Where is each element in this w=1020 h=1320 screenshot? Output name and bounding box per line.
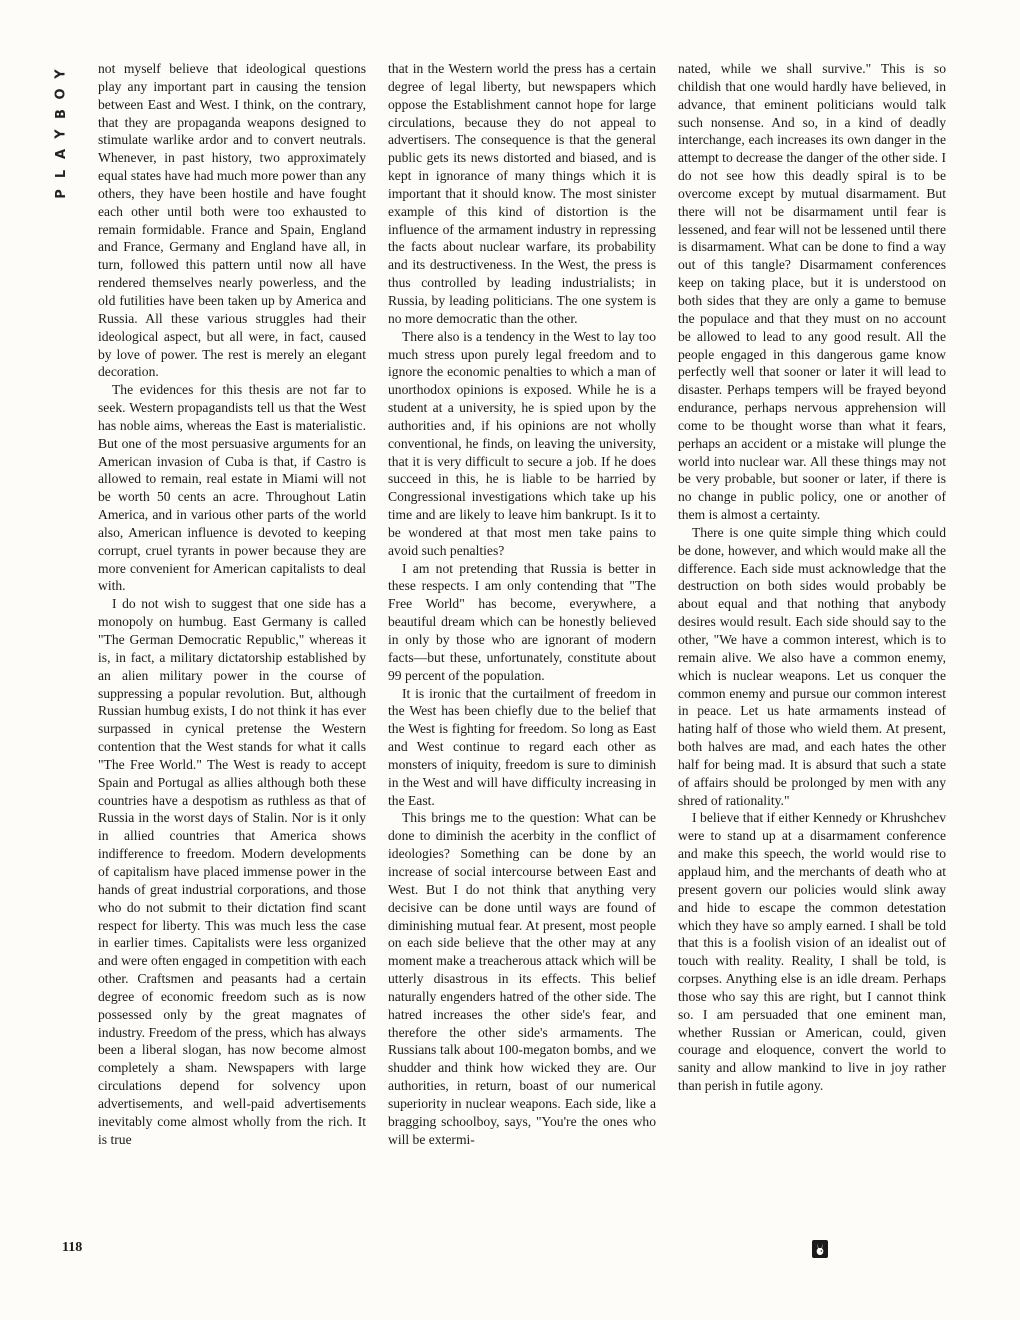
paragraph: that in the Western world the press has a certain degree of legal liberty, but newspapers which oppose the Establishment cannot hope for large circulations, because they do not appeal to advertisers. The consequence is that the general public gets its news distorted and biased, and is kept in ignorance of many things which it is important that it should know. The most sinister example of this kind of distortion is the influence of the armament industry in repressing the facts about nuclear warfare, its probability and its destructiveness. In the West, the press is thus controlled by leading industrialists; in Russia, by leading politicians. The one system is no more democratic than the other. xyxy=(388,61,656,326)
rabbit-head-icon xyxy=(814,1242,826,1256)
paragraph: It is ironic that the curtailment of freedom in the West has been chiefly due to the belief that the West is fighting for freedom. So long as East and West continue to regard each other as monsters of iniquity, freedom is sure to diminish in the West and will have difficulty increasing in the East. xyxy=(388,685,656,808)
masthead-letter: Y xyxy=(53,69,69,79)
paragraph: nated, while we shall survive." This is so childish that one would hardly have believed, in advance, that eminent politicians would talk such nonsense. And so, in a kind of deadly interchange, each increases its own danger in the attempt to decrease the danger of the other side. I do not see how this deadly spiral is to be overcome except by mutual disarmament. But there will not be disarmament until fear is lessened, and fear will not be lessened until there is disarmament. What can be done to find a way out of this tangle? Disarmament conferences keep on taking place, but it is understood on both sides that they are only a game to bemuse the populace and that they must on no account be allowed to lead to any good result. All the people engaged in this dangerous game know perfectly well that sooner or later it will lead to disaster. Perhaps tempers will be frayed beyond endurance, perhaps nervous apprehension will come to be thought worse than what it fears, perhaps an accident or a mistake will plunge the world into nuclear war. All these things may not be very probable, but sooner or later, if there is no change in public policy, one or another of them is almost a certainty. xyxy=(678,61,946,523)
masthead-letter: B xyxy=(53,109,69,119)
masthead-letter: O xyxy=(54,88,69,100)
article-column-1 xyxy=(98,60,366,1148)
playboy-masthead xyxy=(52,64,72,204)
paragraph: There also is a tendency in the West to lay too much stress upon purely legal freedom and to ignore the economic penalties to which a man of unorthodox opinions is exposed. While he is a student at a university, he is spied upon by the authorities and, if his opinions are not wholly conventional, he finds, on leaving the university, that it is very difficult to secure a job. If he does succeed in this, he is liable to be harried by Congressional investigations which take up his time and are likely to leave him bankrupt. Is it to be wondered at that most men take pains to avoid such penalties? xyxy=(388,328,656,558)
article-column-3 xyxy=(678,60,946,1095)
paragraph: not myself believe that ideological questions play any important part in causing the tension between East and West. I think, on the contrary, that they are propaganda weapons designed to stimulate warlike ardor and to convert neutrals. Whenever, in past history, two approximately equal states have had much more power than any others, they have been hostile and have fought each other until both were too exhausted to remain formidable. France and Spain, England and France, Germany and England have all, in turn, followed this pattern until now all have rendered themselves nearly powerless, and the old futilities have been taken up by America and Russia. All these various struggles had their ideological aspect, but all were, in fact, caused by love of power. The rest is merely an elegant decoration. xyxy=(98,61,366,380)
paragraph: I am not pretending that Russia is better in these respects. I am only contending that "The Free World" has become, everywhere, a beautiful dream which can be honestly believed in only by those who are ignorant of modern facts—but these, unfortunately, constitute about 99 percent of the population. xyxy=(388,560,656,683)
page-number: 118 xyxy=(62,1240,83,1255)
masthead-letter: L xyxy=(53,169,69,179)
article-column-2 xyxy=(388,60,656,1148)
masthead-letter: Y xyxy=(53,129,69,139)
masthead-letter: P xyxy=(54,189,69,199)
rabbit-head-end-icon xyxy=(812,1240,828,1258)
masthead-letter: A xyxy=(54,148,69,160)
paragraph: This brings me to the question: What can be done to diminish the acerbity in the conflict of ideologies? Something can be done by an increase of social intercourse between East and West. But I do not think that anything very decisive can be done until ways are found of diminishing mutual fear. At present, most people on each side believe that the other may at any moment make a treacherous attack which will be utterly disastrous in its effects. This belief naturally engenders hatred of the other side. The hatred increases the other side's fear, and therefore the other side's armaments. The Russians talk about 100-megaton bombs, and we shudder and think how wicked they are. Our authorities, in return, boast of our numerical superiority in nuclear weapons. Each side, like a bragging schoolboy, says, "You're the ones who will be extermi- xyxy=(388,810,656,1147)
paragraph: The evidences for this thesis are not far to seek. Western propagandists tell us that the West has noble aims, whereas the East is materialistic. But one of the most persuasive arguments for an American invasion of Cuba is that, if Castro is allowed to remain, real estate in Miami will not be worth 50 cents an acre. Throughout Latin America, and in various other parts of the world also, American influence is devoted to keeping corrupt, cruel tyrants in power because they are more convenient for American capitalists to deal with. xyxy=(98,382,366,594)
paragraph: There is one quite simple thing which could be done, however, and which would make all the difference. Each side must acknowledge that the destruction on both sides would probably be about equal and that nothing that anybody desires would result. Each side should say to the other, "We have a common interest, which is to remain alive. We also have a common enemy, which is nuclear weapons. Let us conquer the common enemy and pursue our common interest in peace. Let us hate armaments instead of hating half of those who wield them. At present, both halves are mad, and each hates the other half for being mad. It is absurd that such a state of affairs should be prolonged by men with any shred of rationality." xyxy=(678,524,946,808)
paragraph: I believe that if either Kennedy or Khrushchev were to stand up at a disarmament conference and make this speech, the world would rise to applaud him, and the merchants of death who at present govern our policies would slink away and hide to escape the common detestation which they have so amply earned. I shall be told that this is a foolish vision of an idealist out of touch with reality. Reality, I shall be told, is corpses. Anything else is an idle dream. Perhaps those who say this are right, but I cannot think so. I am persuaded that one eminent man, whether Russian or American, could, given courage and eloquence, convert the world to sanity and allow mankind to live in joy rather than perish in futile agony. xyxy=(678,810,946,1094)
paragraph: I do not wish to suggest that one side has a monopoly on humbug. East Germany is called "The German Democratic Republic," whereas it is, in fact, a military dictatorship established by an alien military power in the course of suppressing a popular revolution. But, although Russian humbug exists, I do not think it has ever surpassed in cynical pretense the Western contention that the West stands for what it calls "The Free World." The West is ready to accept Spain and Portugal as allies although both these countries have a despotism as ruthless as that of Russia in the worst days of Stalin. Nor is it only in allied countries that America shows indifference to freedom. Modern developments of capitalism have placed immense power in the hands of great industrial corporations, and those who do not submit to their dictation find scant respect for liberty. This was much less the case in earlier times. Capitalists were less organized and were often engaged in competition with each other. Craftsmen and peasants had a certain degree of economic freedom such as is now possessed only by the great magnates of industry. Freedom of the press, which has always been a liberal slogan, has now become almost completely a sham. Newspapers with large circulations depend for solvency upon advertisements, and well-paid advertisements inevitably come almost wholly from the rich. It is true xyxy=(98,596,366,1147)
